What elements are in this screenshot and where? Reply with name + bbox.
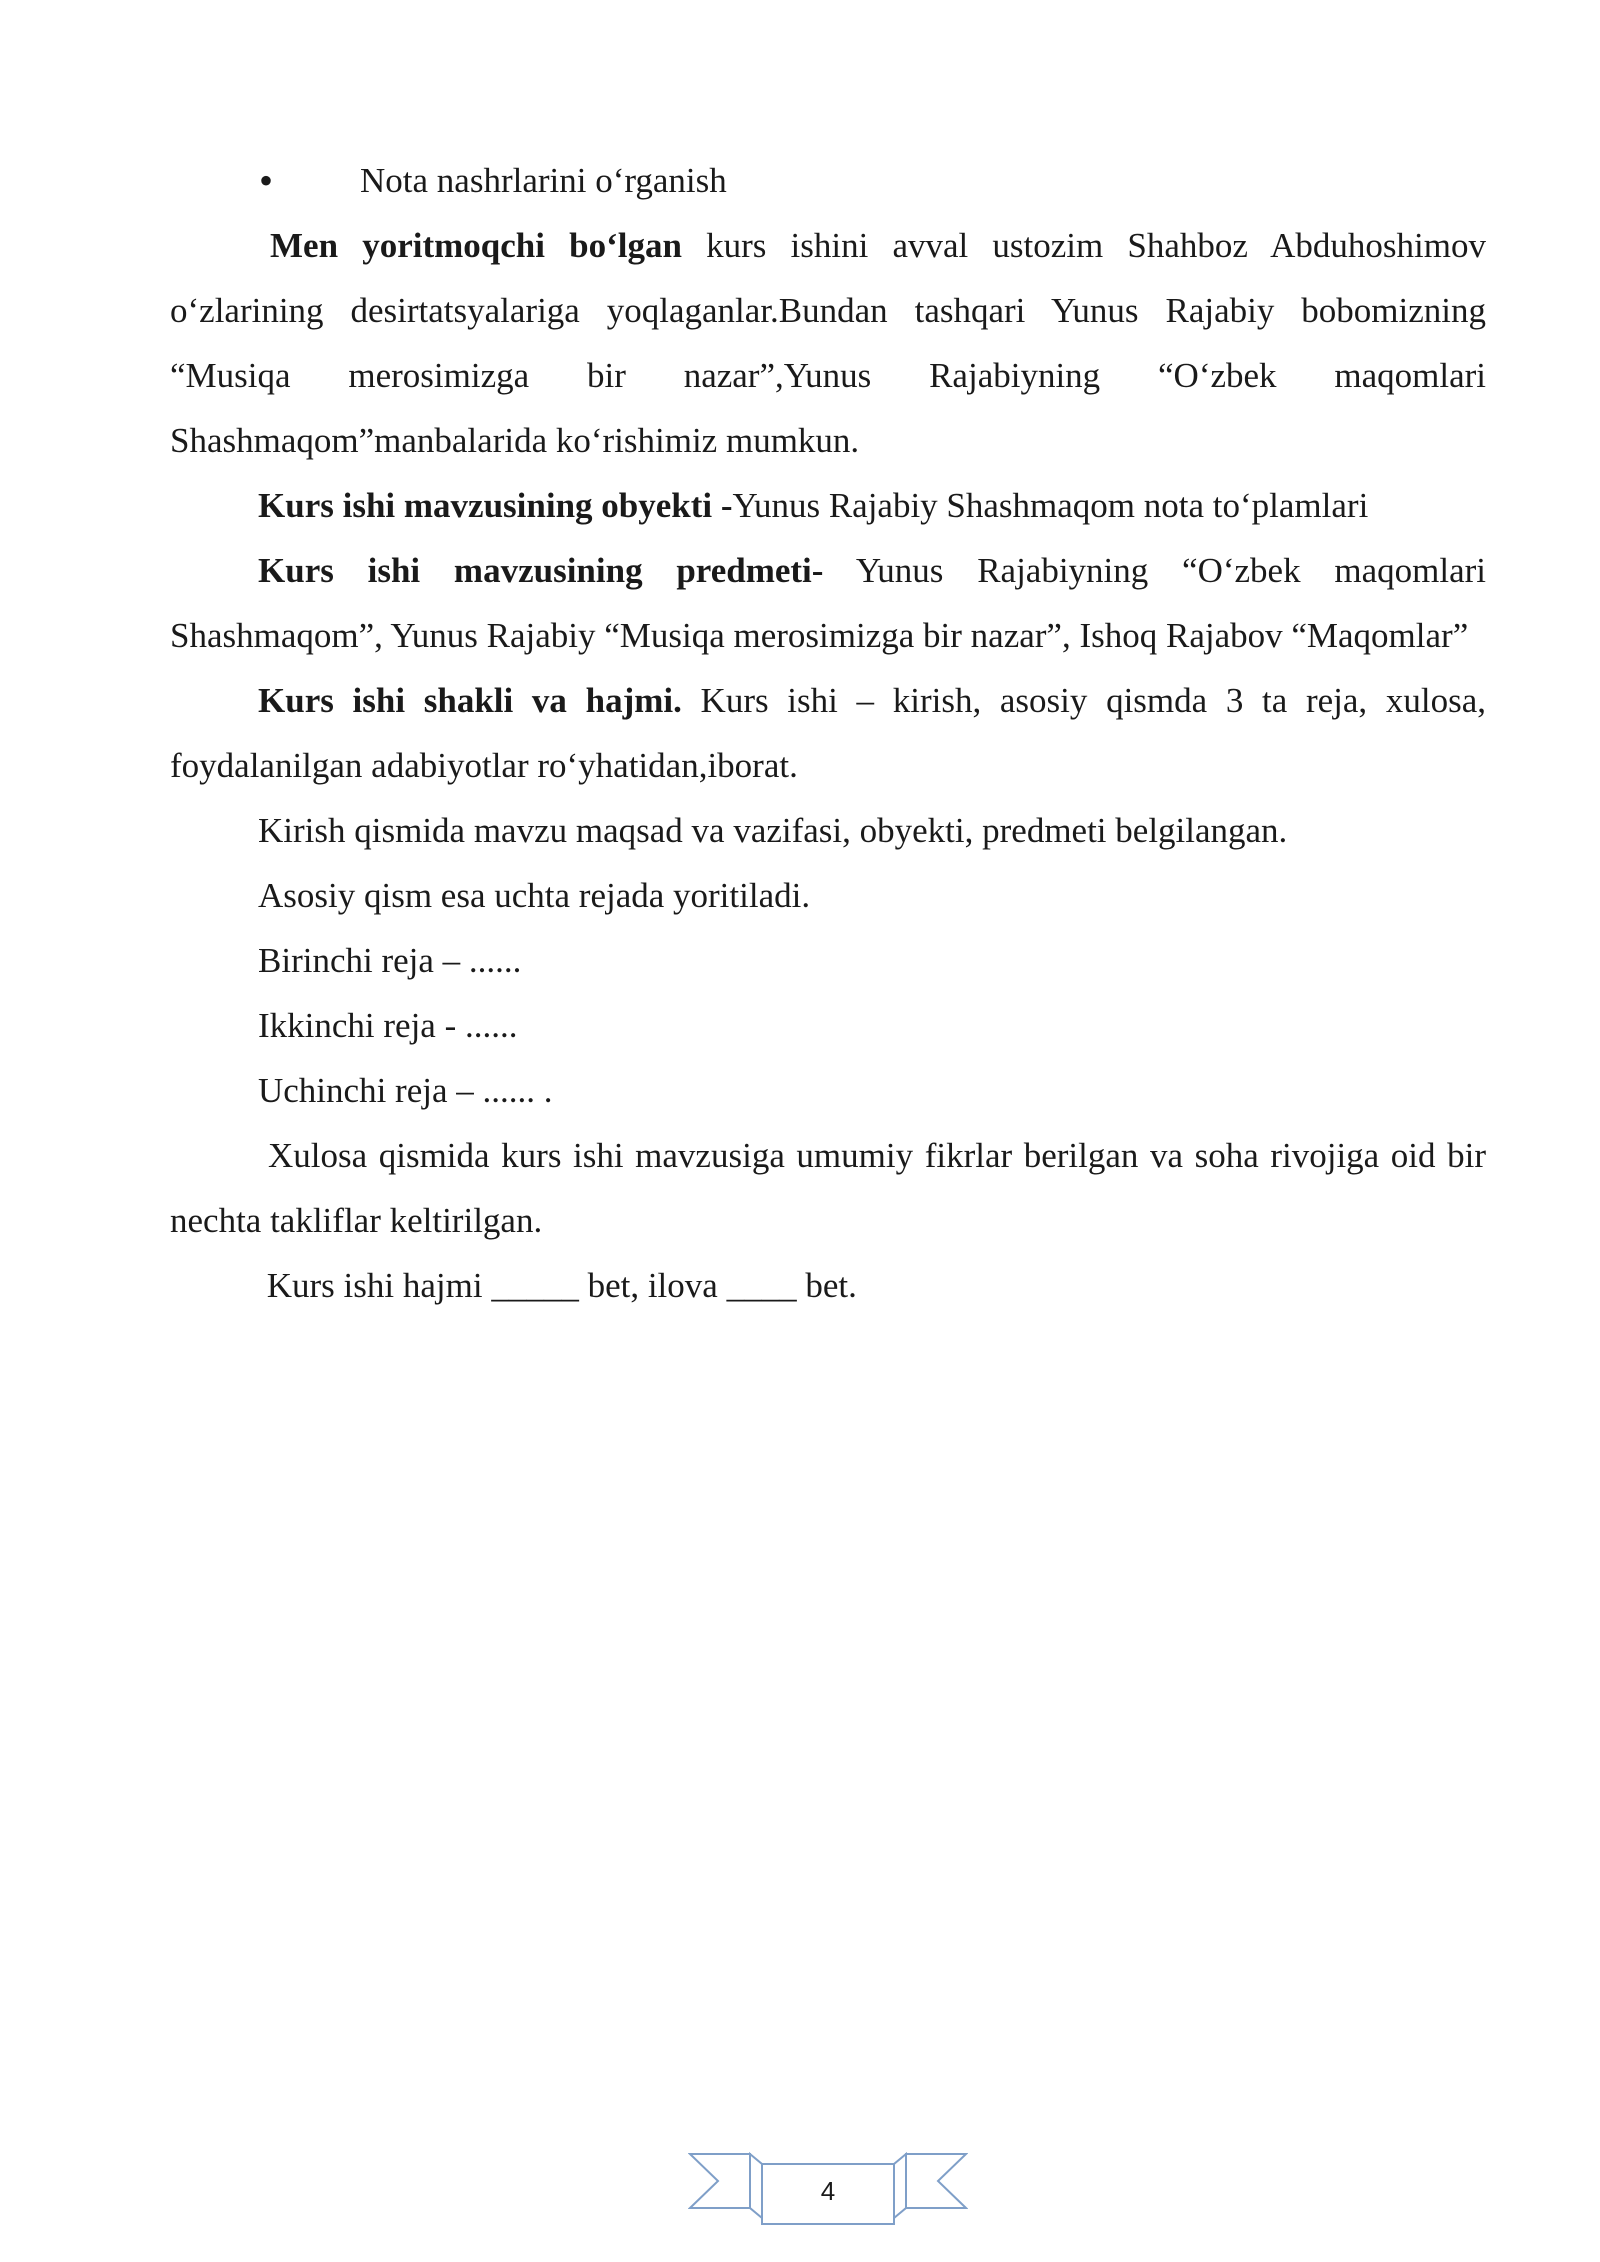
paragraph-sources	[170, 213, 1486, 473]
bold-lead-object: Kurs ishi mavzusining obyekti -	[258, 486, 733, 525]
line-plan-2: Ikkinchi reja - ......	[258, 1006, 518, 1045]
line-plan-1: Birinchi reja – ......	[258, 941, 522, 980]
paragraph-subject-text: Yunus Rajabiyning “O‘zbek maqomlari Shashmaqom”, Yunus Rajabiy “Musiqa merosimizga bir nazar”, Ishoq Rajabov “Maqomlar”	[170, 551, 1486, 655]
line-plan-3: Uchinchi reja – ...... .	[258, 1071, 553, 1110]
bold-lead-subject: Kurs ishi mavzusining predmeti-	[258, 551, 824, 590]
page-number-banner	[688, 2148, 968, 2228]
line-volume: Kurs ishi hajmi _____ bet, ilova ____ bet.	[258, 1266, 857, 1305]
paragraph-subject	[170, 538, 1486, 668]
paragraph-form-text: Kurs ishi – kirish, asosiy qismda 3 ta reja, xulosa, foydalanilgan adabiyotlar ro‘yhatidan,iborat.	[170, 681, 1486, 785]
line-main-part: Asosiy qism esa uchta rejada yoritiladi.	[258, 876, 811, 915]
page-body	[170, 148, 1486, 1318]
paragraph-object-text: Yunus Rajabiy Shashmaqom nota to‘plamlari	[732, 486, 1369, 525]
bullet-text: Nota nashrlarini o‘rganish	[360, 161, 727, 200]
paragraph-form	[170, 668, 1486, 798]
paragraph-object	[170, 473, 1486, 538]
bold-lead-sources: Men yoritmoqchi bo‘lgan	[270, 226, 682, 265]
paragraph-sources-text: kurs ishini avval ustozim Shahboz Abduhoshimov o‘zlarining desirtatsyalariga yoqlaganlar.Bundan tashqari Yunus Rajabiy bobomizning “Musiqa merosimizga bir nazar”,Yunus Rajabiyning “O‘zbek maqomlari Shashmaqom”manbalarida ko‘rishimiz mumkun.	[170, 226, 1486, 460]
page-number: 4	[820, 2176, 836, 2206]
paragraph-conclusion: Xulosa qismida kurs ishi mavzusiga umumiy fikrlar berilgan va soha rivojiga oid bir nechta takliflar keltirilgan.	[170, 1136, 1486, 1240]
bullet-icon: •	[258, 158, 273, 203]
line-introduction: Kirish qismida mavzu maqsad va vazifasi, obyekti, predmeti belgilangan.	[258, 811, 1288, 850]
bullet-item	[170, 148, 1486, 213]
bold-lead-form: Kurs ishi shakli va hajmi.	[258, 681, 682, 720]
